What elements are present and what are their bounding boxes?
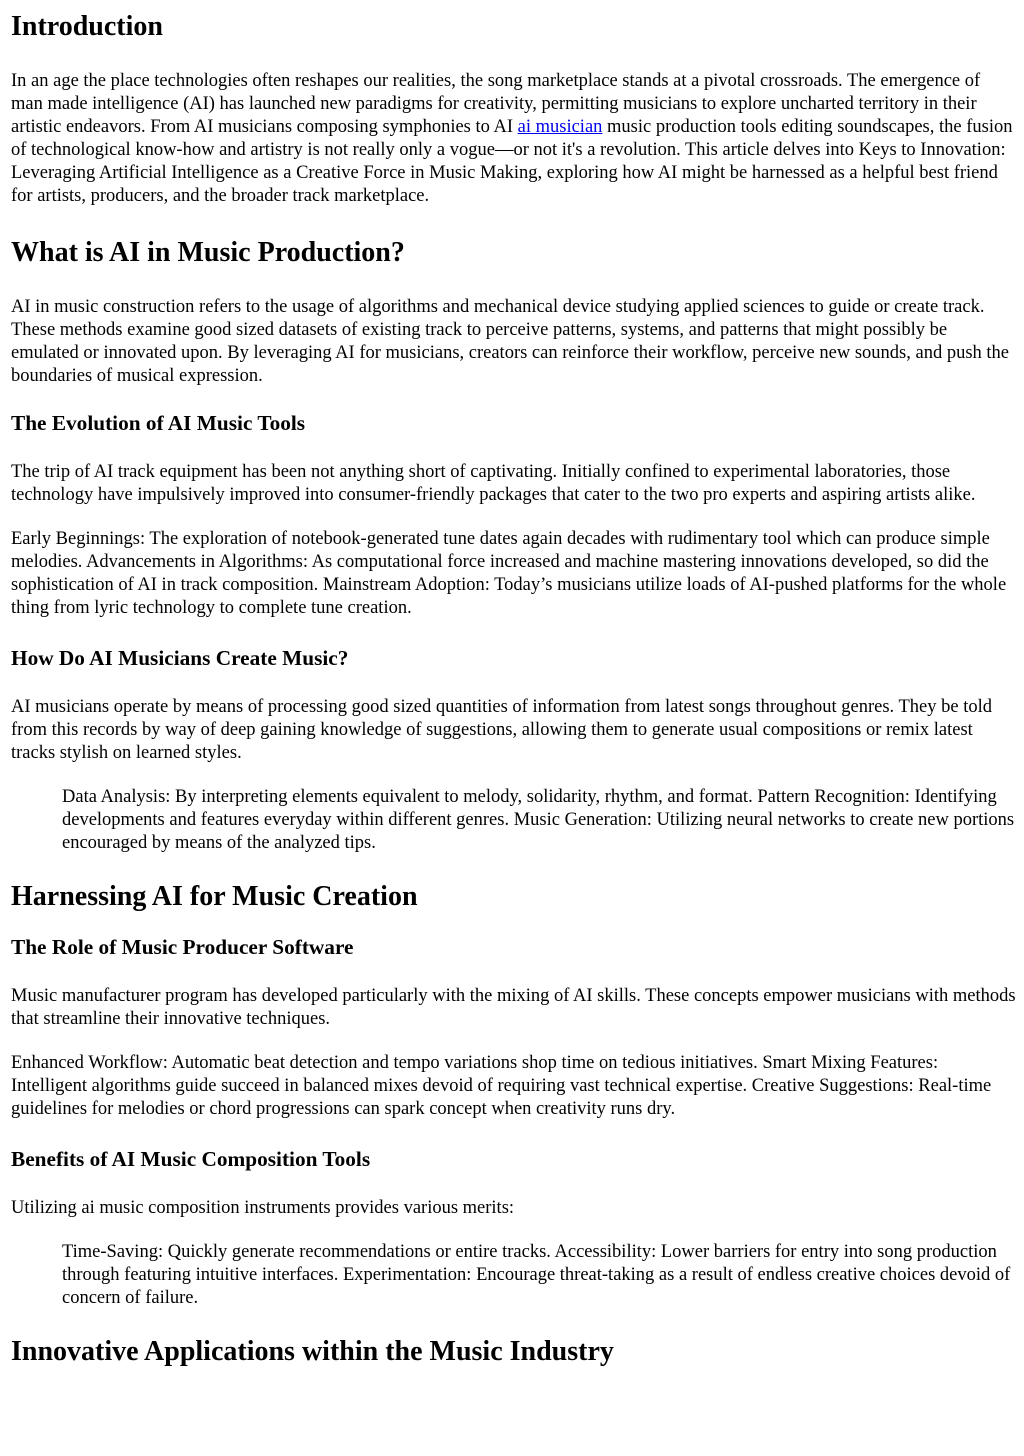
intro-paragraph <box>11 70 1016 209</box>
heading-how-create: How Do AI Musicians Create Music? <box>11 645 349 670</box>
heading-innovative-applications: Innovative Applications within the Music Industry <box>11 1335 614 1367</box>
article <box>0 10 1024 1368</box>
heading-what-is-ai: What is AI in Music Production? <box>11 236 405 268</box>
heading-harnessing: Harnessing AI for Music Creation <box>11 881 418 913</box>
intro-text-after-link: music production tools editing soundscapes, the fusion of technological know-how and artistry is not really only a vogue—or not it's a revolution. This article delves into Keys to Innovation: Leveraging Artificial Intelligence as a Creative Force in Music Making, exploring how AI might be harnessed as a helpful best friend for artists, producers, and the broader track marketplace. <box>11 117 1013 207</box>
evolution-paragraph-1: The trip of AI track equipment has been not anything short of captivating. Initially confined to experimental laboratories, those technology have impulsively improved into consumer-friendly packages that cater to the two pro experts and aspiring artists alike. <box>11 461 976 506</box>
heading-evolution: The Evolution of AI Music Tools <box>11 410 306 435</box>
ai-musician-link[interactable]: ai musician <box>517 117 603 138</box>
evolution-paragraph-2: Early Beginnings: The exploration of notebook-generated tune dates again decades with rudimentary tool which can produce simple melodies. Advancements in Algorithms: As computational force increased and machine mastering innovations developed, so did the sophistication of AI in track composition. Mainstream Adoption: Today’s musicians utilize loads of AI-pushed platforms for the whole thing from lyric technology to complete tune creation. <box>11 529 1007 619</box>
how-create-paragraph: AI musicians operate by means of processing good sized quantities of information from latest songs throughout genres. They be told from this records by way of deep gaining knowledge of suggestions, allowing them to generate usual compositions or remix latest tracks stylish on learned styles. <box>11 696 992 763</box>
intro-text-before-link: In an age the place technologies often reshapes our realities, the song marketplace stands at a pivotal crossroads. The emergence of man made intelligence (AI) has launched new paradigms for creativity, permitting musicians to explore uncharted territory in their artistic endeavors. From AI musicians composing symphonies to AI <box>11 71 981 138</box>
producer-paragraph-2: Enhanced Workflow: Automatic beat detection and tempo variations shop time on tedious initiatives. Smart Mixing Features: Intelligent algorithms guide succeed in balanced mixes devoid of requiring vast technical expertise. Creative Suggestions: Real-time guidelines for melodies or chord progressions can spark concept when creativity runs dry. <box>11 1053 992 1120</box>
heading-producer-software: The Role of Music Producer Software <box>11 935 354 960</box>
producer-paragraph-1: Music manufacturer program has developed particularly with the mixing of AI skills. These concepts empower musicians with methods that streamline their innovative techniques. <box>11 986 1016 1030</box>
how-create-blockquote: Data Analysis: By interpreting elements equivalent to melody, solidarity, rhythm, and format. Pattern Recognition: Identifying developments and features everyday within different genres. Music Generation: Utilizing neural networks to create new portions encouraged by means of the analyzed tips. <box>62 786 1015 853</box>
heading-benefits: Benefits of AI Music Composition Tools <box>11 1146 371 1171</box>
heading-introduction: Introduction <box>11 11 163 42</box>
benefits-blockquote: Time-Saving: Quickly generate recommendations or entire tracks. Accessibility: Lower barriers for entry into song production through featuring intuitive interfaces. Experimentation: Encourage threat-taking as a result of endless creative choices devoid of concern of failure. <box>62 1241 1011 1308</box>
benefits-paragraph: Utilizing ai music composition instruments provides various merits: <box>11 1197 515 1218</box>
what-is-paragraph: AI in music construction refers to the usage of algorithms and mechanical device studying applied sciences to guide or create track. These methods examine good sized datasets of existing track to perceive patterns, systems, and patterns that might possibly be emulated or innovated upon. By leveraging AI for musicians, creators can reinforce their workflow, perceive new sounds, and push the boundaries of musical expression. <box>11 296 1009 386</box>
